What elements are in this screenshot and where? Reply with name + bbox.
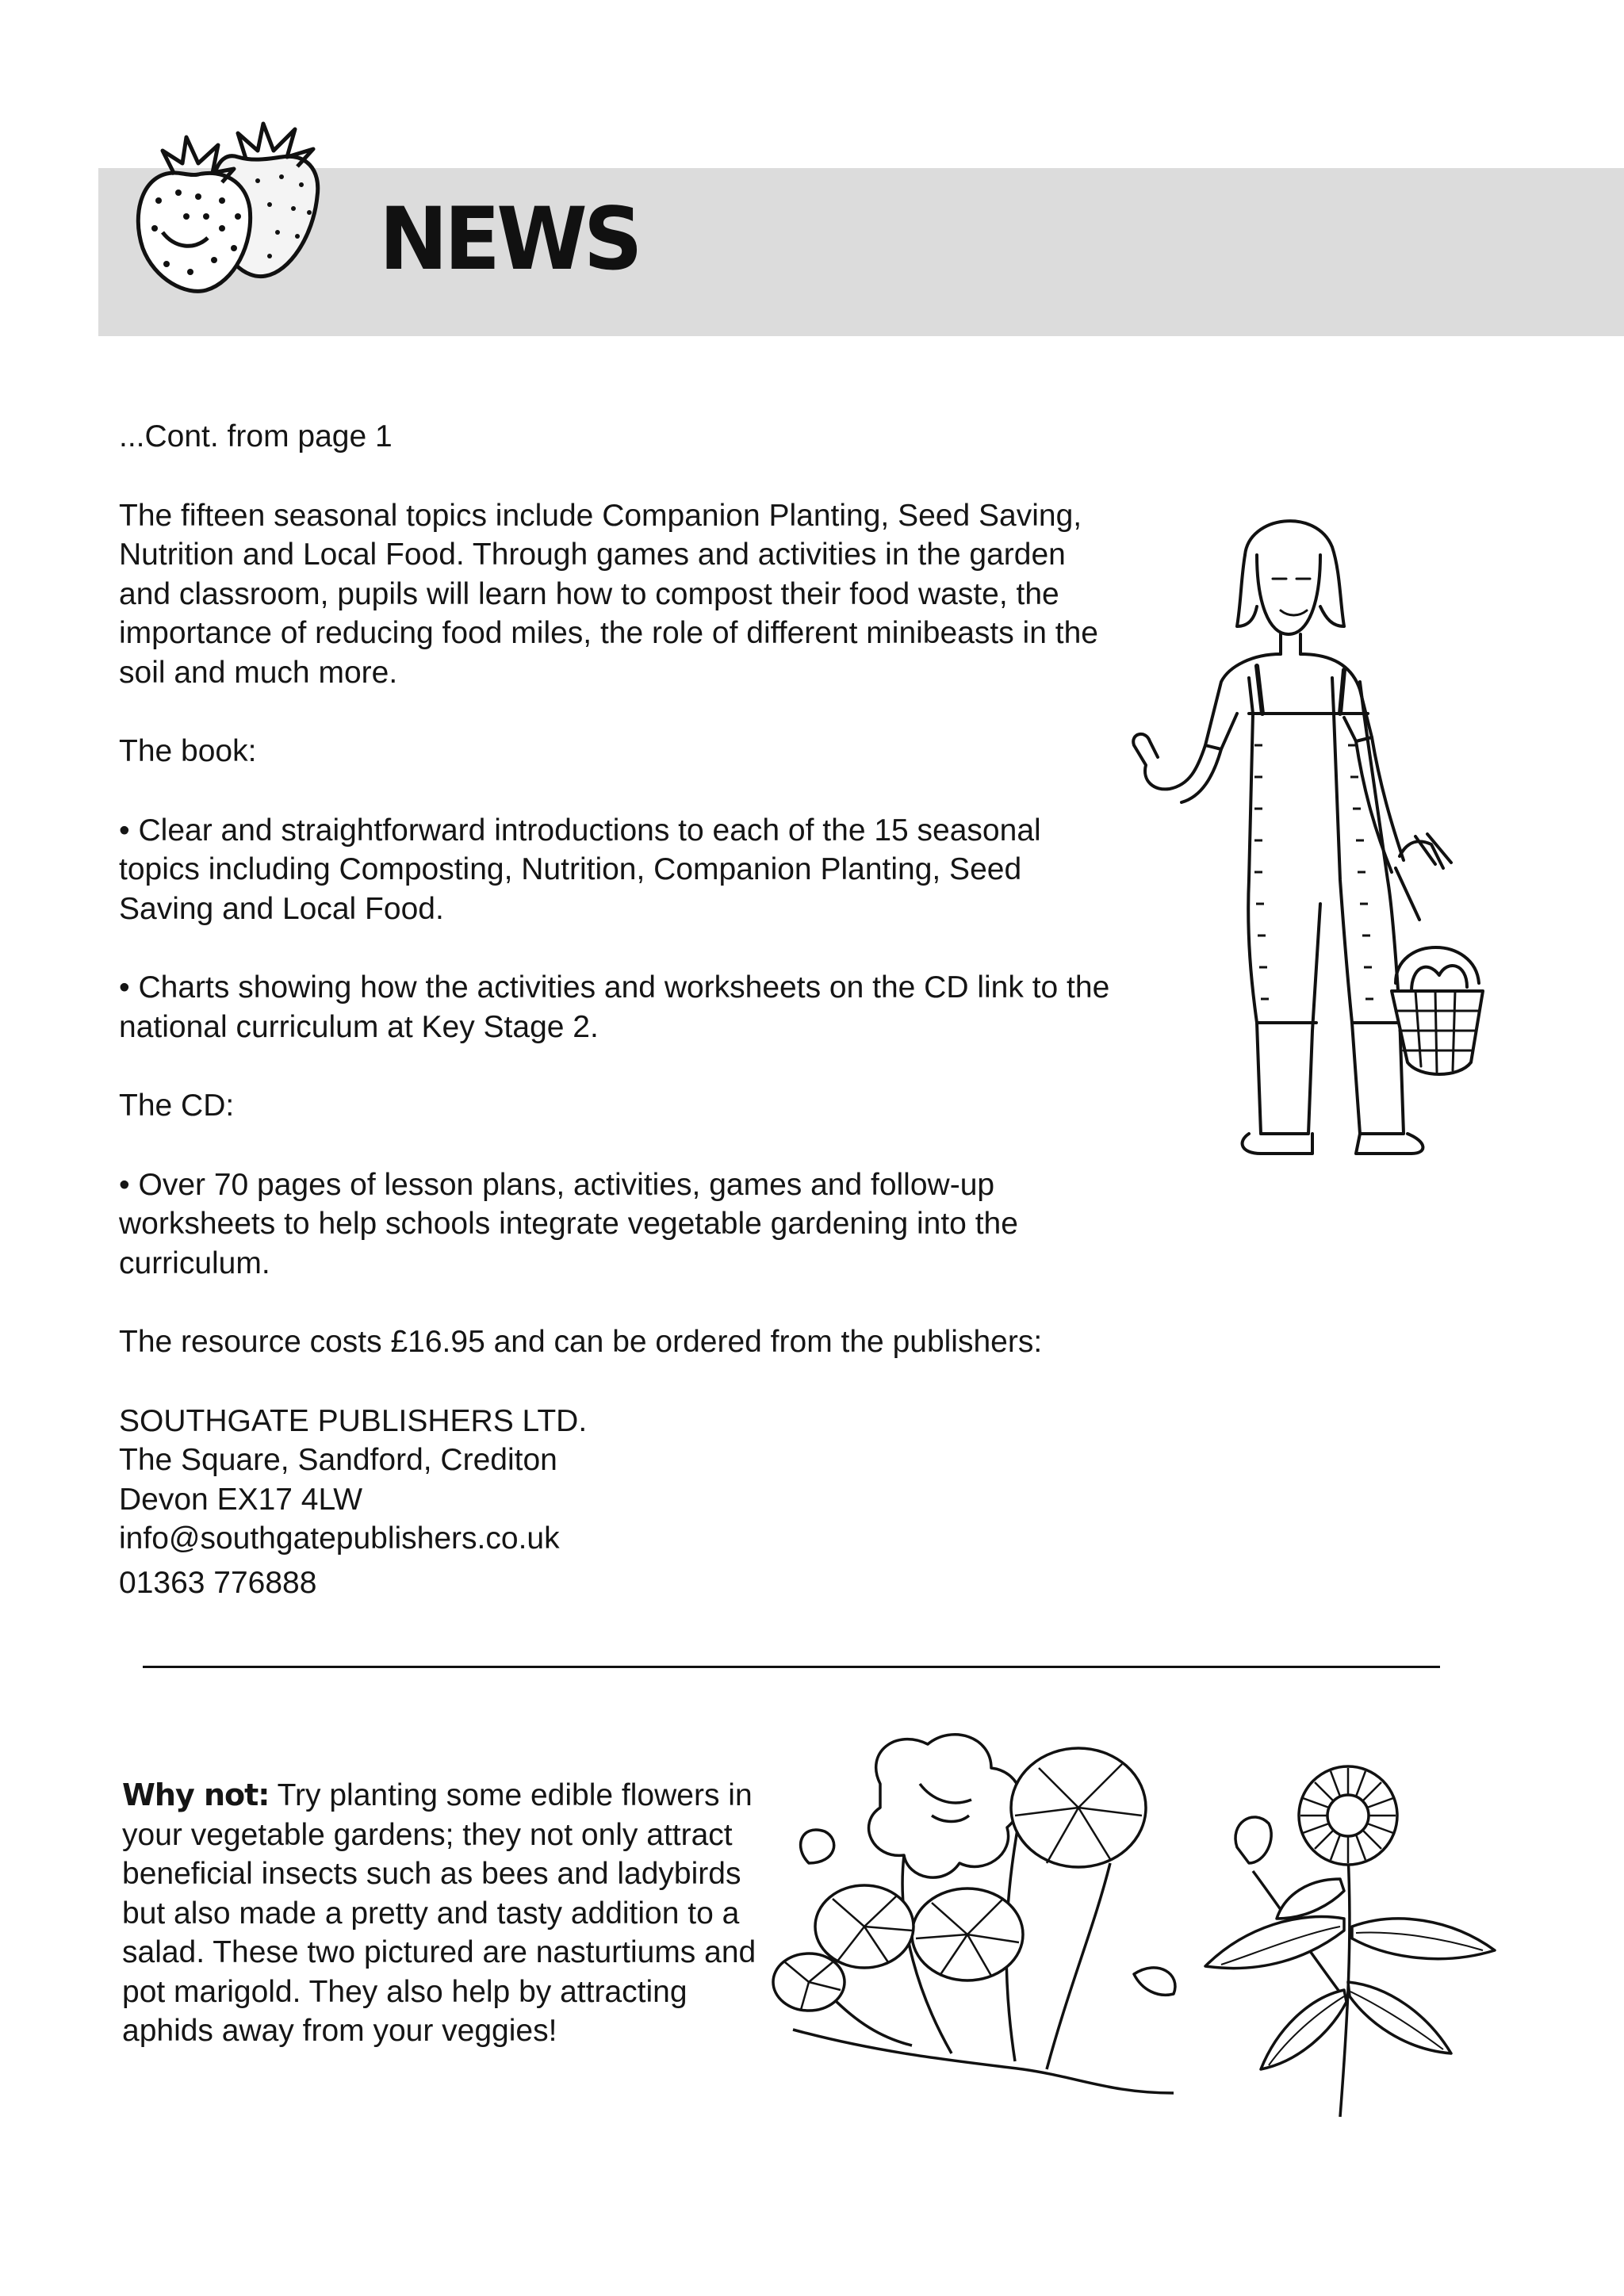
book-heading: The book: (119, 734, 257, 768)
book-bullet: • Clear and straightforward introductions to each of the 15 seasonal topics including Composting, Nutrition, Companion Planting, Seed Saving and Local Food. (119, 813, 1041, 926)
publisher-email: info@southgatepublishers.co.uk (119, 1521, 560, 1556)
cost-paragraph: The resource costs £16.95 and can be ordered from the publishers: (119, 1325, 1043, 1359)
strawberries-icon (119, 101, 341, 300)
address-line: The Square, Sandford, Crediton (119, 1443, 557, 1477)
article-body (119, 417, 1118, 1602)
why-not-tip (122, 1776, 756, 2051)
address-line: Devon EX17 4LW (119, 1482, 363, 1517)
pot-marigold-illustration (1189, 1760, 1507, 2125)
publisher-address (119, 1402, 1118, 1603)
cd-bullet: • Over 70 pages of lesson plans, activities, games and follow-up worksheets to help schools integrate vegetable gardening into the curriculum. (119, 1167, 1018, 1280)
publisher-phone: 01363 776888 (119, 1565, 317, 1600)
continued-note: ...Cont. from page 1 (119, 419, 393, 453)
gardener-illustration (1078, 507, 1522, 1189)
cd-heading: The CD: (119, 1089, 235, 1123)
section-divider (143, 1666, 1440, 1668)
nasturtium-illustration (761, 1720, 1205, 2117)
page-title: NEWS (379, 187, 639, 290)
publisher-name: SOUTHGATE PUBLISHERS LTD. (119, 1403, 588, 1438)
why-not-text: Try planting some edible flowers in your vegetable gardens; they not only attract beneficial insects such as bees and ladybirds but also made a pretty and tasty addition to a salad. These two pictured are nasturtiums and pot marigold. They also help by attracting aphids away from your veggies! (122, 1778, 756, 2048)
book-bullet: • Charts showing how the activities and worksheets on the CD link to the national curriculum at Key Stage 2. (119, 970, 1110, 1044)
why-not-label: Why not: (122, 1777, 270, 1812)
intro-paragraph: The fifteen seasonal topics include Companion Planting, Seed Saving, Nutrition and Local Food. Through games and activities in the garden and classroom, pupils will learn how to compost their food waste, the importance of reducing food miles, the role of different minibeasts in the soil and much more. (119, 498, 1098, 690)
